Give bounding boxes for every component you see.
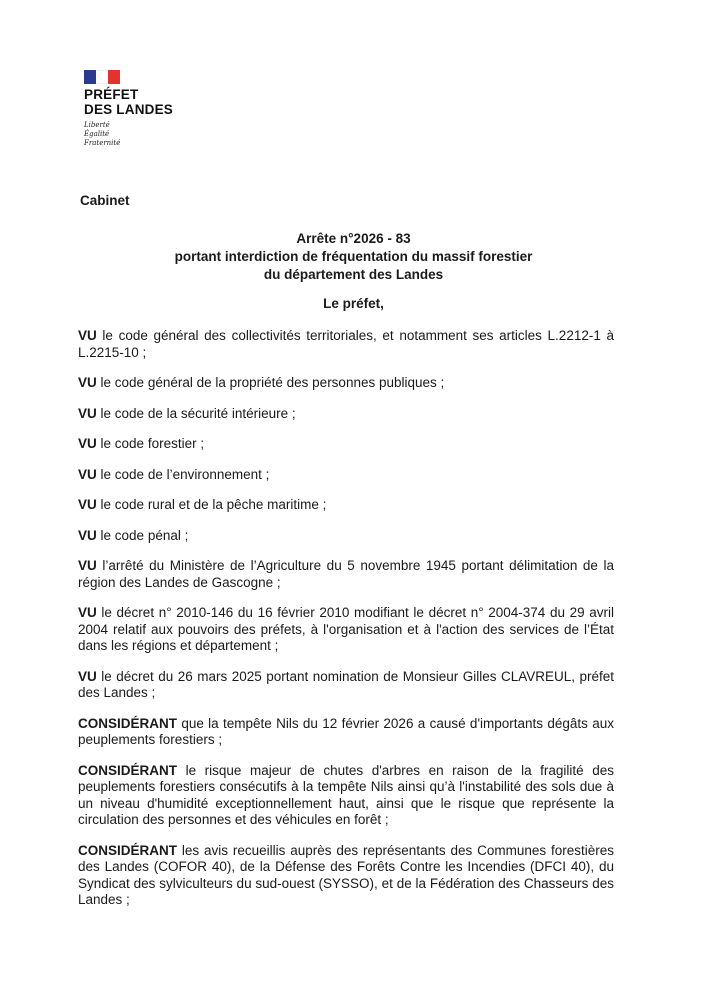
clause-item <box>78 406 614 423</box>
prefecture-logo <box>84 70 204 148</box>
clause-text: le décret du 26 mars 2025 portant nomination de Monsieur Gilles CLAVREUL, préfet des Landes ; <box>78 668 614 700</box>
clause-item <box>78 558 614 591</box>
clause-list <box>78 328 614 923</box>
decree-number: Arrête n°2026 - 83 <box>296 231 411 246</box>
decree-title <box>0 230 707 284</box>
clause-keyword: VU <box>78 558 97 573</box>
clause-item <box>78 375 614 392</box>
clause-item <box>78 328 614 361</box>
marianne-flag-icon <box>84 70 120 84</box>
clause-keyword: VU <box>78 466 97 482</box>
clause-keyword: VU <box>78 375 97 390</box>
clause-keyword: CONSIDÉRANT <box>78 842 178 858</box>
clause-text: que la tempête Nils du 12 février 2026 a causé d'importants dégâts aux peuplements forestiers ; <box>78 715 614 747</box>
clause-text: le code de l’environnement ; <box>100 466 270 482</box>
clause-keyword: VU <box>78 527 97 543</box>
motto-egalite: Égalité <box>84 130 110 138</box>
prefecture-name <box>84 87 204 117</box>
decree-subject-line2: du département des Landes <box>263 267 444 282</box>
prefecture-name-line1: PRÉFET <box>84 87 139 102</box>
authority-heading: Le préfet, <box>323 296 384 311</box>
clause-keyword: CONSIDÉRANT <box>78 762 178 778</box>
prefecture-name-line2: DES LANDES <box>84 102 174 117</box>
clause-keyword: VU <box>78 328 97 343</box>
clause-item <box>78 763 614 829</box>
decree-subject-line1: portant interdiction de fréquentation du massif forestier <box>174 249 533 264</box>
clause-keyword: VU <box>78 436 97 451</box>
clause-keyword: VU <box>78 668 97 684</box>
clause-text: le risque majeur de chutes d'arbres en raison de la fragilité des peuplements forestiers consécutifs à la tempête Nils ainsi qu’à l'instabilité des sols due à un niveau d'humidité exceptionnellement haut, ainsi que le risque que représente la circulation des personnes et des véhicules en forêt ; <box>78 762 614 827</box>
clause-item <box>78 669 614 702</box>
clause-item <box>78 605 614 655</box>
department-label: Cabinet <box>80 193 130 208</box>
clause-keyword: CONSIDÉRANT <box>78 715 178 731</box>
clause-item <box>78 467 614 484</box>
motto-liberte: Liberté <box>84 121 110 129</box>
clause-text: le code de la sécurité intérieure ; <box>100 405 296 421</box>
clause-text: les avis recueillis auprès des représentants des Communes forestières des Landes (COFOR 40), de la Défense des Forêts Contre les Incendies (DFCI 40), du Syndicat des sylviculteurs du sud-ouest (SYSSO), et de la Fédération des Chasseurs des Landes ; <box>78 842 614 907</box>
clause-item <box>78 497 614 514</box>
clause-keyword: VU <box>78 405 97 421</box>
republic-motto <box>84 121 204 148</box>
clause-text: le code rural et de la pêche maritime ; <box>100 497 327 512</box>
clause-text: l’arrêté du Ministère de l’Agriculture du 5 novembre 1945 portant délimitation de la région des Landes de Gascogne ; <box>78 558 614 590</box>
clause-item <box>78 716 614 749</box>
clause-item <box>78 843 614 909</box>
clause-keyword: VU <box>78 497 97 512</box>
clause-item <box>78 436 614 453</box>
clause-text: le code pénal ; <box>100 527 189 543</box>
clause-text: le code forestier ; <box>100 436 205 451</box>
clause-text: le code général des collectivités territoriales, et notamment ses articles L.2212-1 à L.2215-10 ; <box>78 328 614 360</box>
motto-fraternite: Fraternité <box>84 139 121 147</box>
clause-item <box>78 528 614 545</box>
clause-keyword: VU <box>78 605 97 620</box>
clause-text: le code général de la propriété des personnes publiques ; <box>100 375 445 390</box>
clause-text: le décret n° 2010-146 du 16 février 2010 modifiant le décret n° 2004-374 du 29 avril 2004 relatif aux pouvoirs des préfets, à l'organisation et à l'action des services de l’État dans les régions et département ; <box>78 605 614 653</box>
